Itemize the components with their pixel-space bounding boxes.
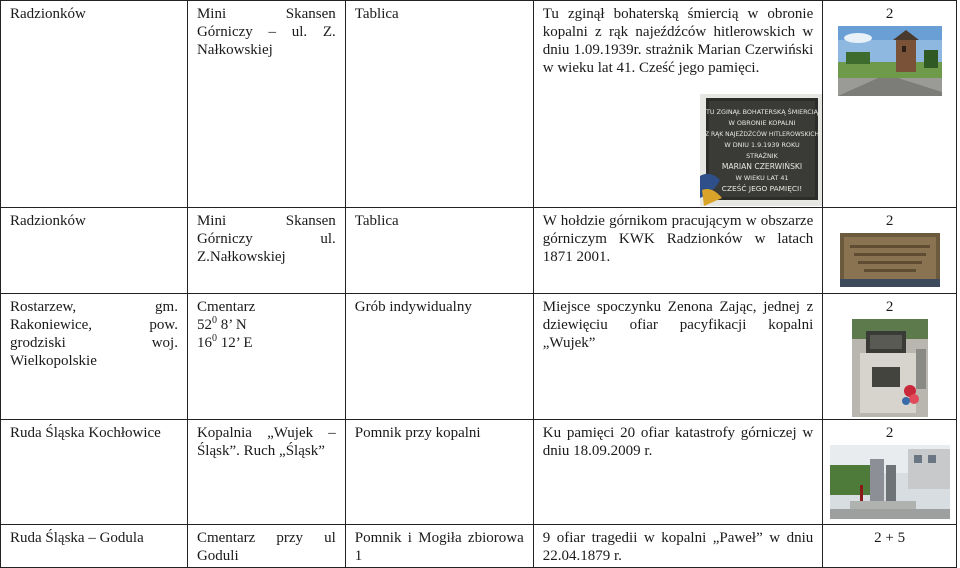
photo-cell: [823, 208, 957, 294]
photo-count: 2: [885, 6, 894, 22]
description-text: Tu zginął bohaterską śmiercią w obronie kopalni z rąk najeźdźców hitlerowskich w dniu 1.09.1939r. strażnik Marian Czerwiński w wieku lat 41. Cześć jego pamięci.: [542, 6, 814, 76]
photo-cell: [823, 294, 957, 420]
bronze-plaque-photo: [840, 233, 940, 287]
table-row: [1, 420, 957, 525]
plaque-line: Z RĄK NAJEŹDŹCÓW HITLEROWSKICH: [705, 131, 819, 138]
place-cell: Radzionków: [1, 208, 188, 294]
description-cell: Ku pamięci 20 ofiar katastrofy górniczej w dniu 18.09.2009 r.: [533, 420, 823, 525]
place-cell: Ruda Śląska Kochłowice: [1, 420, 188, 525]
location-cell: Kopalnia „Wujek – Śląsk”. Ruch „Śląsk”: [187, 420, 345, 525]
plaque-line: CZEŚĆ JEGO PAMIĘCI!: [721, 184, 803, 193]
latitude: $52^0$ 8’ N: [196, 315, 247, 333]
table-row: [1, 525, 957, 568]
plaque-line: MARIAN CZERWIŃSKI: [721, 162, 803, 171]
memorial-plaque-photo: [700, 94, 822, 206]
type-cell: Pomnik przy kopalni: [345, 420, 533, 525]
photo-count: 2: [885, 213, 894, 229]
description-cell: 9 ofiar tragedii w kopalni „Paweł” w dniu 22.04.1879 r.: [533, 525, 823, 568]
type-cell: Tablica: [345, 1, 533, 208]
plaque-line: TU ZGINĄŁ BOHATERSKĄ ŚMIERCIĄ: [706, 108, 818, 116]
tower-photo: [838, 26, 942, 96]
cemetery-label: Cmentarz: [196, 299, 256, 315]
photo-count: 2: [885, 299, 894, 315]
type-cell: Grób indywidualny: [345, 294, 533, 420]
table-row: [1, 294, 957, 420]
location-cell: Cmentarz przy ul Goduli: [187, 525, 345, 568]
place-cell: Rostarzew, gm. Rakoniewice, pow. grodziski woj. Wielkopolskie: [1, 294, 188, 420]
location-cell: Mini Skansen Górniczy ul. Z.Nałkowskiej: [187, 208, 345, 294]
photo-cell: [823, 525, 957, 568]
location-cell: [187, 294, 345, 420]
photo-count: 2: [885, 425, 894, 441]
longitude: $16^0$ 12’ E: [196, 333, 253, 351]
description-cell: Miejsce spoczynku Zenona Zając, jednej z dziewięciu ofiar pacyfikacji kopalni „Wujek”: [533, 294, 823, 420]
table-row: [1, 208, 957, 294]
plaque-line: W OBRONIE KOPALNI: [728, 119, 796, 127]
grave-photo: [852, 319, 928, 417]
monument-photo: [830, 445, 950, 519]
photo-cell: [823, 420, 957, 525]
place-cell: Ruda Śląska – Godula: [1, 525, 188, 568]
plaque-line: W WIEKU LAT 41: [735, 174, 789, 182]
photo-cell: [823, 1, 957, 208]
description-cell: W hołdzie górnikom pracującym w obszarze górniczym KWK Radzionków w latach 1871 2001.: [533, 208, 823, 294]
photo-count: 2 + 5: [874, 530, 906, 546]
plaque-line: STRAŻNIK: [746, 152, 778, 160]
location-cell: Mini Skansen Górniczy – ul. Z. Nałkowskiej: [187, 1, 345, 208]
place-cell: Radzionków: [1, 1, 188, 208]
plaque-line: W DNIU 1.9.1939 ROKU: [724, 141, 800, 149]
type-cell: Pomnik i Mogiła zbiorowa 1: [345, 525, 533, 568]
type-cell: Tablica: [345, 208, 533, 294]
